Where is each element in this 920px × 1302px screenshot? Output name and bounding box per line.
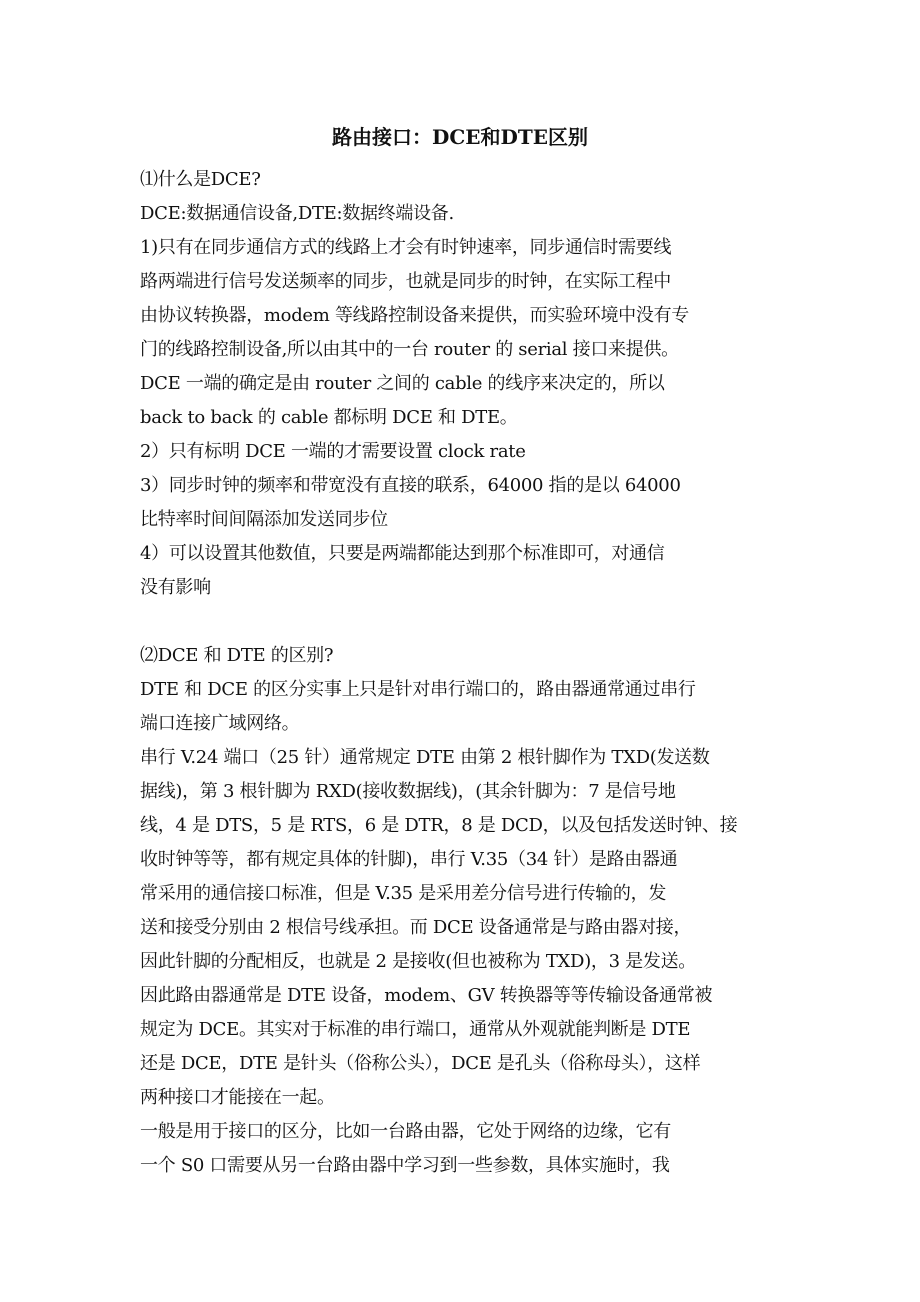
text-line: 一般是用于接口的区分，比如一台路由器，它处于网络的边缘，它有: [140, 1121, 671, 1142]
text-line: 2）只有标明 DCE 一端的才需要设置 clock rate: [140, 441, 526, 462]
text-line: 串行 V.24 端口（25 针）通常规定 DTE 由第 2 根针脚作为 TXD(发送数: [140, 747, 710, 768]
text-line: 送和接受分别由 2 根信号线承担。而 DCE 设备通常是与路由器对接，: [140, 917, 692, 938]
paragraph-gap: [140, 605, 820, 639]
text-line: 门的线路控制设备,所以由其中的一台 router 的 serial 接口来提供。: [140, 339, 679, 360]
text-line: 比特率时间间隔添加发送同步位: [140, 509, 388, 530]
text-line: 线，4 是 DTS，5 是 RTS，6 是 DTR，8 是 DCD，以及包括发送时钟、接: [140, 815, 738, 836]
text-line: 收时钟等等，都有规定具体的针脚)，串行 V.35（34 针）是路由器通: [140, 849, 678, 870]
text-line: 一个 S0 口需要从另一台路由器中学习到一些参数，具体实施时，我: [140, 1155, 670, 1176]
text-line: 因此针脚的分配相反，也就是 2 是接收(但也被称为 TXD)，3 是发送。: [140, 951, 696, 972]
text-line: 3）同步时钟的频率和带宽没有直接的联系，64000 指的是以 64000: [140, 475, 681, 496]
section-dce-dte-difference: [140, 639, 820, 1183]
document-title: 路由接口：DCE和DTE区别: [332, 125, 588, 149]
text-line: 4）可以设置其他数值，只要是两端都能达到那个标准即可，对通信: [140, 543, 665, 564]
text-line: 路两端进行信号发送频率的同步，也就是同步的时钟，在实际工程中: [140, 271, 671, 292]
section-what-is-dce: [140, 163, 820, 605]
text-line: back to back 的 cable 都标明 DCE 和 DTE。: [140, 407, 518, 428]
text-line: DCE 一端的确定是由 router 之间的 cable 的线序来决定的，所以: [140, 373, 665, 394]
text-line: ⑴什么是DCE?: [140, 169, 261, 190]
text-line: 1)只有在同步通信方式的线路上才会有时钟速率，同步通信时需要线: [140, 237, 672, 258]
text-line: 还是 DCE，DTE 是针头（俗称公头），DCE 是孔头（俗称母头），这样: [140, 1053, 701, 1074]
text-line: 两种接口才能接在一起。: [140, 1087, 335, 1108]
text-line: ⑵DCE 和 DTE 的区别?: [140, 645, 334, 666]
text-line: 由协议转换器，modem 等线路控制设备来提供，而实验环境中没有专: [140, 305, 689, 326]
text-line: DTE 和 DCE 的区分实事上只是针对串行端口的，路由器通常通过串行: [140, 679, 696, 700]
text-line: 规定为 DCE。其实对于标准的串行端口，通常从外观就能判断是 DTE: [140, 1019, 691, 1040]
text-line: 因此路由器通常是 DTE 设备，modem、GV 转换器等等传输设备通常被: [140, 985, 713, 1006]
text-line: 端口连接广域网络。: [140, 713, 300, 734]
text-line: DCE:数据通信设备,DTE:数据终端设备.: [140, 203, 454, 224]
text-line: 常采用的通信接口标准，但是 V.35 是采用差分信号进行传输的，发: [140, 883, 667, 904]
text-line: 没有影响: [140, 577, 211, 598]
document-body: [140, 163, 820, 1183]
text-line: 据线)，第 3 根针脚为 RXD(接收数据线)，(其余针脚为：7 是信号地: [140, 781, 676, 802]
